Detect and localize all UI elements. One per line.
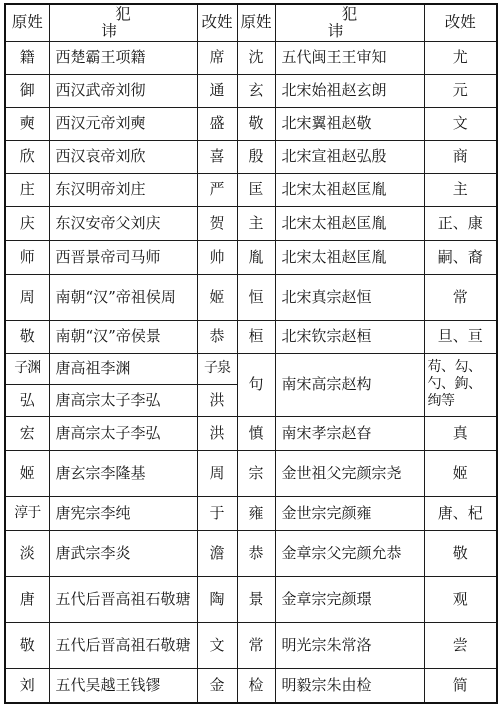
taboo-surname-table-container [4,3,496,700]
original-surname: 句 [237,353,275,416]
changed-surname: 恭 [197,320,237,353]
changed-surname: 敬 [424,530,497,576]
table-row [5,353,497,384]
taboo-person: 南宋高宗赵构 [275,353,424,416]
changed-surname: 洪 [197,384,237,416]
original-surname: 周 [5,274,49,320]
changed-surname: 正、康 [424,206,497,240]
table-row [5,450,497,496]
col-header-changed-surname-left: 改姓 [197,4,237,41]
taboo-person: 五代后晋高祖石敬瑭 [49,576,197,622]
original-surname: 唐 [5,576,49,622]
changed-surname: 洪 [197,416,237,450]
header-row [5,4,497,41]
original-surname: 奭 [5,107,49,140]
changed-surname: 姬 [424,450,497,496]
col-header-taboo-right: 犯 讳 [275,4,424,41]
original-surname: 沈 [237,41,275,74]
original-surname: 刘 [5,668,49,703]
original-surname: 庆 [5,206,49,240]
changed-surname: 陶 [197,576,237,622]
taboo-person: 明毅宗朱由检 [275,668,424,703]
table-row [5,668,497,703]
changed-surname: 元 [424,74,497,107]
taboo-person: 唐高祖李渊 [49,353,197,384]
original-surname: 敬 [5,622,49,668]
original-surname: 欣 [5,140,49,173]
taboo-person: 西汉哀帝刘欣 [49,140,197,173]
table-row [5,622,497,668]
col-header-taboo-left: 犯 讳 [49,4,197,41]
table-row [5,173,497,206]
taboo-person: 金章宗父完颜允恭 [275,530,424,576]
taboo-person: 明光宗朱常洛 [275,622,424,668]
taboo-person: 北宋太祖赵匡胤 [275,240,424,274]
taboo-person: 北宋钦宗赵桓 [275,320,424,353]
taboo-person: 北宋真宗赵恒 [275,274,424,320]
changed-surname: 贺 [197,206,237,240]
changed-surname: 盛 [197,107,237,140]
table-row [5,107,497,140]
taboo-person: 北宋太祖赵匡胤 [275,206,424,240]
original-surname: 匡 [237,173,275,206]
taboo-surname-table [4,3,498,704]
changed-surname: 旦、亘 [424,320,497,353]
table-row [5,496,497,530]
taboo-person: 东汉安帝父刘庆 [49,206,197,240]
original-surname: 敬 [237,107,275,140]
changed-surname: 观 [424,576,497,622]
original-surname: 庄 [5,173,49,206]
original-surname: 籍 [5,41,49,74]
changed-surname: 喜 [197,140,237,173]
original-surname: 敬 [5,320,49,353]
changed-surname: 席 [197,41,237,74]
changed-surname: 苟、勾、勺、鉤、绚等 [424,353,497,416]
changed-surname: 嗣、裔 [424,240,497,274]
table-row [5,74,497,107]
original-surname: 弘 [5,384,49,416]
original-surname: 姬 [5,450,49,496]
taboo-person: 西汉元帝刘奭 [49,107,197,140]
changed-surname: 尤 [424,41,497,74]
original-surname: 宗 [237,450,275,496]
original-surname: 子渊 [5,353,49,384]
taboo-person: 唐高宗太子李弘 [49,384,197,416]
taboo-person: 西楚霸王项籍 [49,41,197,74]
changed-surname: 商 [424,140,497,173]
table-row [5,416,497,450]
original-surname: 恭 [237,530,275,576]
col-header-original-surname-left: 原姓 [5,4,49,41]
table-row [5,140,497,173]
taboo-person: 唐武宗李炎 [49,530,197,576]
changed-surname: 简 [424,668,497,703]
changed-surname: 尝 [424,622,497,668]
table-row [5,274,497,320]
original-surname: 恒 [237,274,275,320]
taboo-person: 五代后晋高祖石敬瑭 [49,622,197,668]
original-surname: 淡 [5,530,49,576]
original-surname: 雍 [237,496,275,530]
changed-surname: 文 [424,107,497,140]
taboo-person: 北宋翼祖赵敬 [275,107,424,140]
changed-surname: 真 [424,416,497,450]
table-row [5,530,497,576]
original-surname: 景 [237,576,275,622]
original-surname: 主 [237,206,275,240]
taboo-person: 五代闽王王审知 [275,41,424,74]
taboo-person: 西汉武帝刘彻 [49,74,197,107]
table-row [5,206,497,240]
taboo-person: 唐高宗太子李弘 [49,416,197,450]
original-surname: 常 [237,622,275,668]
taboo-person: 南宋孝宗赵昚 [275,416,424,450]
col-header-original-surname-right: 原姓 [237,4,275,41]
taboo-person: 金世宗完颜雍 [275,496,424,530]
changed-surname: 严 [197,173,237,206]
changed-surname: 子泉 [197,353,237,384]
original-surname: 宏 [5,416,49,450]
taboo-person: 北宋始祖赵玄朗 [275,74,424,107]
changed-surname: 常 [424,274,497,320]
taboo-person: 南朝“汉”帝祖侯周 [49,274,197,320]
taboo-person: 东汉明帝刘庄 [49,173,197,206]
taboo-person: 金章宗完颜璟 [275,576,424,622]
original-surname: 师 [5,240,49,274]
changed-surname: 唐、杞 [424,496,497,530]
table-row [5,576,497,622]
original-surname: 玄 [237,74,275,107]
table-row [5,41,497,74]
col-header-changed-surname-right: 改姓 [424,4,497,41]
original-surname: 御 [5,74,49,107]
changed-surname: 帅 [197,240,237,274]
original-surname: 慎 [237,416,275,450]
changed-surname: 姬 [197,274,237,320]
taboo-person: 西晋景帝司马师 [49,240,197,274]
original-surname: 桓 [237,320,275,353]
original-surname: 检 [237,668,275,703]
changed-surname: 周 [197,450,237,496]
taboo-person: 北宋宣祖赵弘殷 [275,140,424,173]
changed-surname: 主 [424,173,497,206]
table-row [5,320,497,353]
taboo-person: 金世祖父完颜宗尧 [275,450,424,496]
original-surname: 殷 [237,140,275,173]
original-surname: 胤 [237,240,275,274]
taboo-person: 唐玄宗李隆基 [49,450,197,496]
changed-surname: 文 [197,622,237,668]
changed-surname: 澹 [197,530,237,576]
taboo-person: 五代吴越王钱镠 [49,668,197,703]
changed-surname: 金 [197,668,237,703]
taboo-person: 南朝“汉”帝侯景 [49,320,197,353]
table-row [5,240,497,274]
taboo-person: 北宋太祖赵匡胤 [275,173,424,206]
changed-surname: 通 [197,74,237,107]
taboo-person: 唐宪宗李纯 [49,496,197,530]
changed-surname: 于 [197,496,237,530]
original-surname: 淳于 [5,496,49,530]
